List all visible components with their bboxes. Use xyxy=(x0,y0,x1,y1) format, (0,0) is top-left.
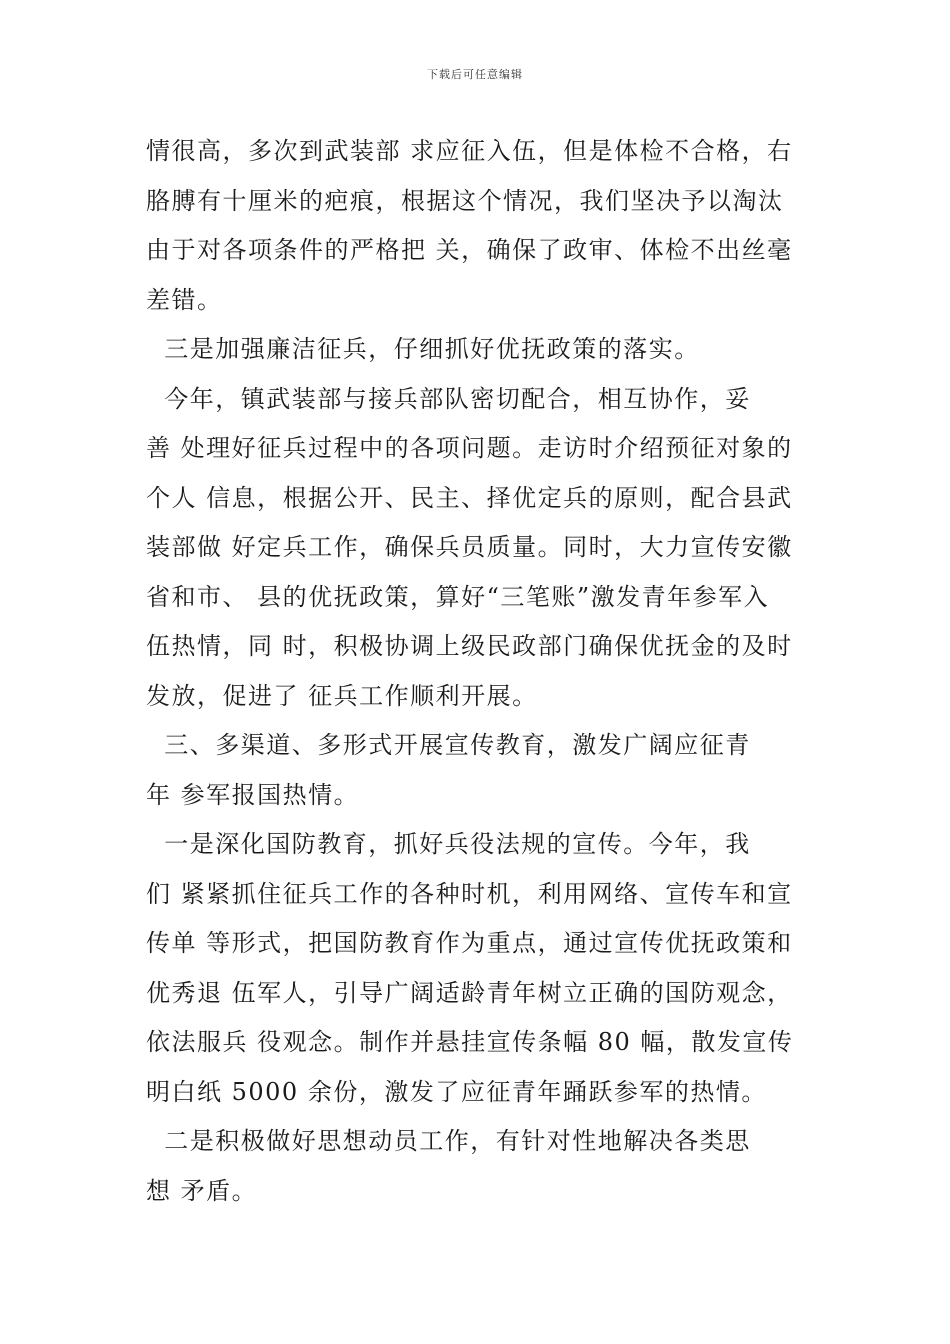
header-note: 下载后可任意编辑 xyxy=(427,68,523,81)
text-line: 三是加强廉洁征兵，仔细抓好优抚政策的落实。 xyxy=(146,335,700,363)
text-line: 个人 信息，根据公开、民主、择优定兵的原则，配合县武 xyxy=(146,483,793,512)
text-line: 差错。 xyxy=(146,285,223,314)
text-line: 装部做 好定兵工作，确保兵员质量。同时，大力宣传安徽 xyxy=(146,533,793,561)
text-line: 明白纸 5000 余份，激发了应征青年踊跃参军的热情。 xyxy=(146,1077,767,1106)
text-line: 善 处理好征兵过程中的各项问题。走访时介绍预征对象的 xyxy=(146,434,793,462)
body-text xyxy=(146,127,811,1216)
text-line: 今年，镇武装部与接兵部队密切配合，相互协作，妥 xyxy=(146,384,751,413)
text-line: 一是深化国防教育，抓好兵役法规的宣传。今年，我 xyxy=(146,830,751,858)
text-line: 二是积极做好思想动员工作，有针对性地解决各类思 xyxy=(146,1127,751,1155)
text-line: 省和市、 县的优抚政策，算好“三笔账”激发青年参军入 xyxy=(146,582,770,611)
text-line: 伍热情，同 时，积极协调上级民政部门确保优抚金的及时 xyxy=(146,632,793,660)
text-line: 依法服兵 役观念。制作并悬挂宣传条幅 80 幅，散发宣传 xyxy=(146,1028,794,1056)
text-line: 三、多渠道、多形式开展宣传教育，激发广阔应征青 xyxy=(146,731,751,759)
text-line: 传单 等形式，把国防教育作为重点，通过宣传优抚政策和 xyxy=(146,929,793,957)
text-line: 发放，促进了 征兵工作顺利开展。 xyxy=(146,681,538,710)
text-line: 由于对各项条件的严格把 关，确保了政审、体检不出丝毫 xyxy=(146,236,793,264)
text-line: 们 紧紧抓住征兵工作的各种时机，利用网络、宣传车和宣 xyxy=(146,879,793,908)
text-line: 想 矛盾。 xyxy=(146,1176,258,1205)
text-line: 胳膊有十厘米的疤痕，根据这个情况，我们坚决予以淘汰 xyxy=(146,186,784,215)
text-line: 年 参军报国热情。 xyxy=(146,780,360,809)
text-line: 情很高，多次到武装部 求应征入伍，但是体检不合格，右 xyxy=(146,137,793,165)
text-line: 优秀退 伍军人，引导广阔适龄青年树立正确的国防观念， xyxy=(146,978,793,1007)
